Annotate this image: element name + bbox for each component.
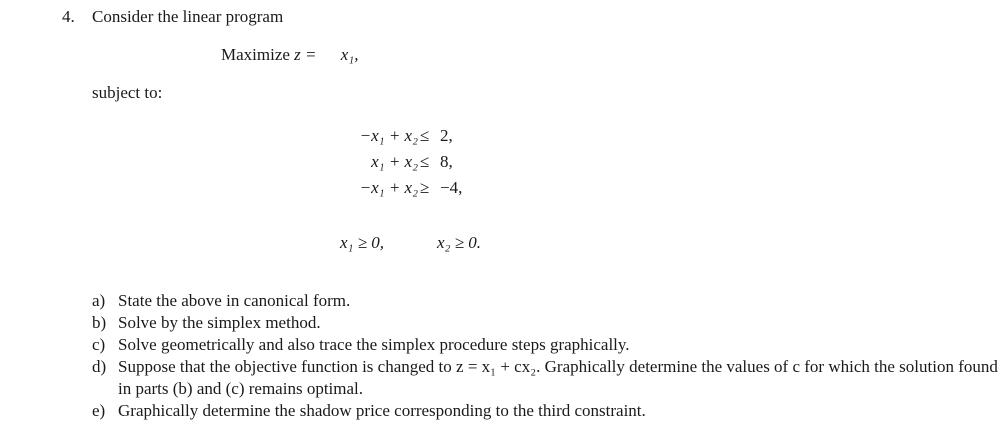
part-text: Graphically determine the shadow price corresponding to the third constraint. [118, 401, 646, 420]
problem-intro: Consider the linear program [92, 7, 284, 26]
constraint-rhs: −4, [440, 178, 463, 197]
constraint-relation: ≤ [420, 126, 430, 145]
question-part-a [92, 290, 998, 312]
part-text: State the above in canonical form. [118, 291, 351, 310]
constraint-lhs: x₁ + x₂ [371, 152, 418, 171]
subject-to-label: subject to: [92, 83, 163, 102]
problem-number: 4. [62, 7, 75, 26]
nonnegativity-x1: x₁ ≥ 0, [340, 233, 385, 252]
question-part-e [92, 400, 998, 422]
part-text: Solve by the simplex method. [118, 313, 321, 332]
objective-function [221, 45, 358, 65]
constraint-lhs: −x₁ + x₂ [359, 126, 418, 145]
question-part-b [92, 312, 998, 334]
part-letter: e) [92, 401, 106, 420]
part-letter: b) [92, 313, 107, 332]
part-text: Suppose that the objective function is changed to z = x₁ + cx₂. Graphically determine the values of c for which the solution found in parts (b) and (c) remains optimal. [118, 357, 998, 398]
constraint-rhs: 8, [440, 152, 453, 171]
part-letter: a) [92, 291, 106, 310]
objective-expression: x₁, [340, 45, 359, 64]
constraint-relation: ≤ [420, 152, 430, 171]
question-part-c [92, 334, 998, 356]
constraint-relation: ≥ [420, 178, 430, 197]
question-part-d [92, 356, 998, 400]
question-parts [92, 290, 998, 422]
constraint-rhs: 2, [440, 126, 453, 145]
part-letter: c) [92, 335, 106, 354]
constraint-lhs: −x₁ + x₂ [359, 178, 418, 197]
nonnegativity-x2: x₂ ≥ 0. [437, 233, 482, 252]
objective-lhs: z = [294, 45, 317, 64]
objective-label: Maximize [221, 45, 290, 64]
part-letter: d) [92, 357, 107, 376]
part-text: Solve geometrically and also trace the simplex procedure steps graphically. [118, 335, 630, 354]
